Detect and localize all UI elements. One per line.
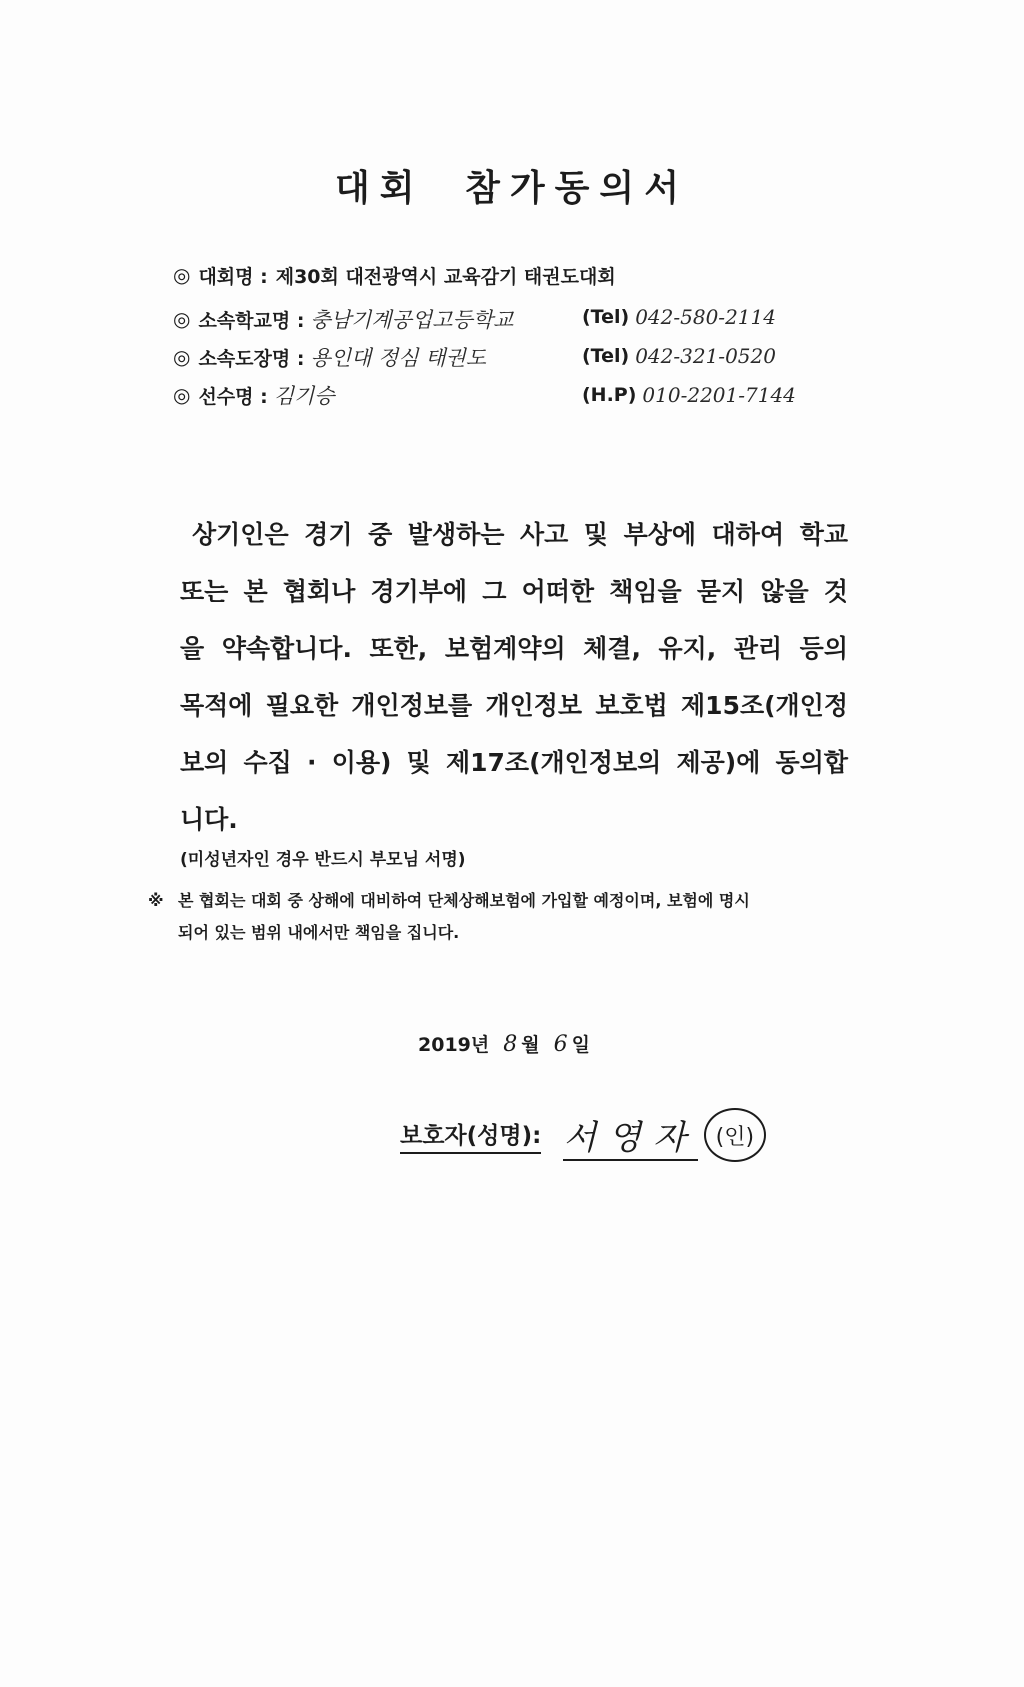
notice-line-1: 본 협회는 대회 중 상해에 대비하여 단체상해보험에 가입할 예정이며, 보험에 명시 <box>178 891 750 910</box>
player-hp-label: (H.P) <box>582 384 637 406</box>
signing-date <box>418 1030 590 1057</box>
double-circle-bullet-icon: ◎ <box>173 307 191 331</box>
dojang-tel-label: (Tel) <box>582 345 630 367</box>
date-month-value: 8 <box>503 1032 518 1057</box>
school-row <box>173 302 513 336</box>
consent-paragraph: 상기인은 경기 중 발생하는 사고 및 부상에 대하여 학교 또는 본 협회나 경기부에 그 어떠한 책임을 묻지 않을 것을 약속합니다. 또한, 보험계약의 체결, 유지, 관리 등의 목적에 필요한 개인정보를 개인정보 보호법 제15조(개인정보의 수집 · 이용) 및 제17조(개인정보의 제공)에 동의합니다. <box>180 520 848 834</box>
player-row <box>173 378 335 412</box>
double-circle-bullet-icon: ◎ <box>173 383 191 407</box>
player-hp-value: 010-2201-7144 <box>642 383 796 407</box>
dojang-value: 용인대 정심 태권도 <box>310 346 487 370</box>
player-value: 김기승 <box>273 384 335 408</box>
guardian-label: 보호자(성명): <box>400 1117 541 1154</box>
school-tel-label: (Tel) <box>582 306 630 328</box>
double-circle-bullet-icon: ◎ <box>173 345 191 369</box>
player-label: 선수명 : <box>198 385 268 408</box>
seal-mark: (인) <box>704 1108 766 1162</box>
date-day-value: 6 <box>553 1032 568 1057</box>
dojang-tel-value: 042-321-0520 <box>635 344 776 368</box>
document-title: 대회 참가동의서 <box>335 168 689 209</box>
dojang-label: 소속도장명 : <box>198 347 305 370</box>
double-circle-bullet-icon: ◎ <box>173 263 191 287</box>
competition-label: 대회명 : <box>198 265 268 288</box>
date-year: 2019년 <box>418 1034 490 1056</box>
player-hp <box>582 378 796 412</box>
school-tel-value: 042-580-2114 <box>635 305 776 329</box>
dojang-row <box>173 340 486 374</box>
dojang-tel <box>582 339 776 373</box>
school-label: 소속학교명 : <box>198 309 305 332</box>
guardian-signature-line <box>400 1108 766 1162</box>
date-month-unit: 월 <box>521 1034 540 1056</box>
competition-value: 제30회 대전광역시 교육감기 태권도대회 <box>275 265 616 288</box>
competition-row <box>173 258 616 292</box>
minor-note: (미성년자인 경우 반드시 부모님 서명) <box>180 850 466 870</box>
notice-line-2: 되어 있는 범위 내에서만 책임을 집니다. <box>178 923 460 942</box>
insurance-notice <box>148 885 888 949</box>
date-day-unit: 일 <box>571 1034 590 1056</box>
school-tel <box>582 300 776 334</box>
guardian-signature: 서영자 <box>563 1110 698 1161</box>
school-value: 충남기계공업고등학교 <box>310 308 514 332</box>
reference-mark-icon: ※ <box>148 891 164 910</box>
